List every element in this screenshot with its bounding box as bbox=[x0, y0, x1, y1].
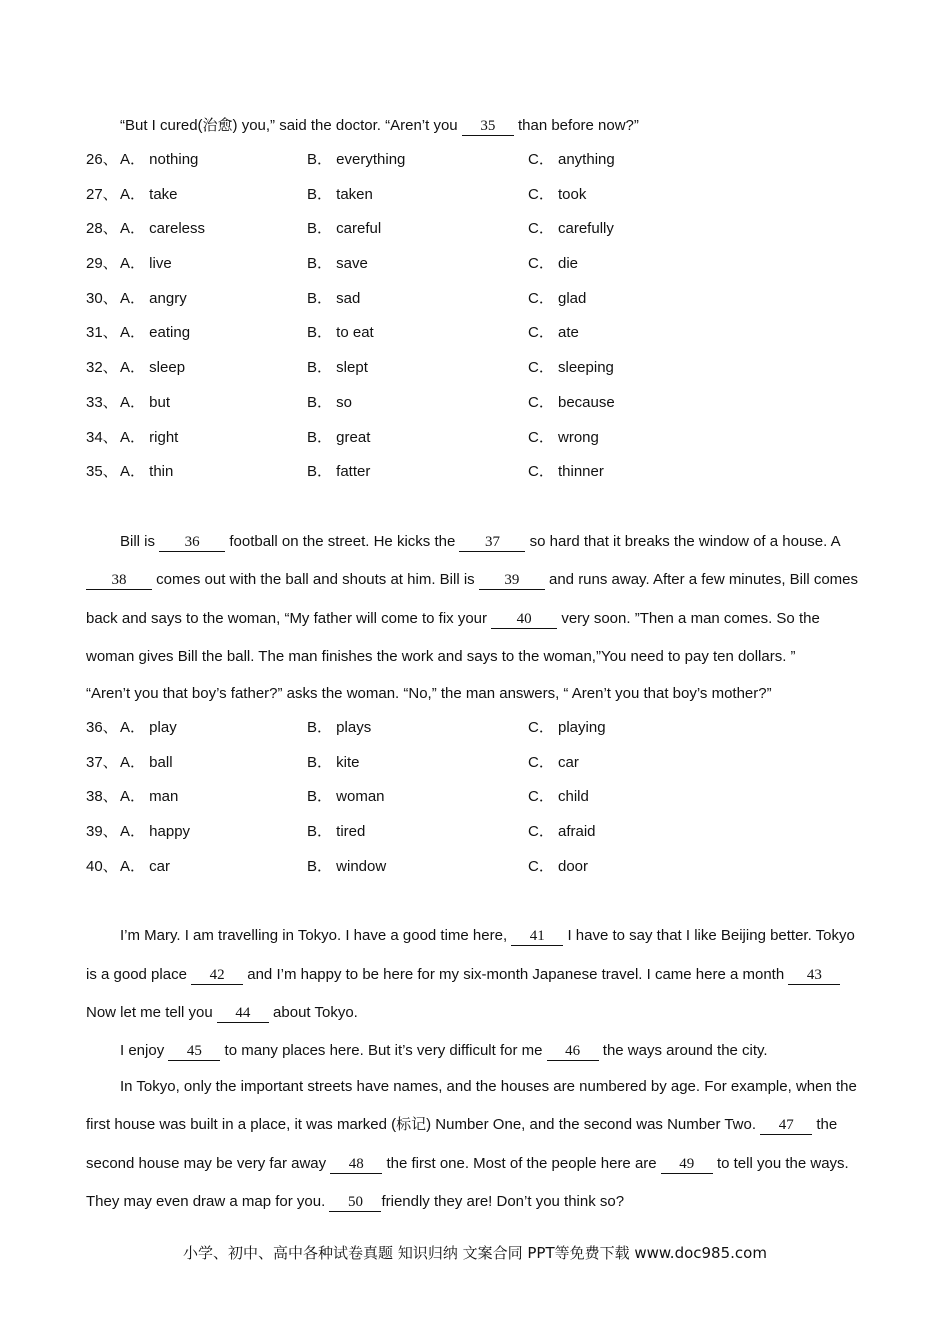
question-number: 38、 bbox=[86, 788, 118, 806]
option-b: B． everything bbox=[307, 151, 406, 168]
question-number: 26、 bbox=[86, 151, 118, 168]
option-c: C． because bbox=[528, 393, 615, 411]
option-b: B． woman bbox=[307, 788, 385, 806]
question-row bbox=[86, 178, 866, 213]
passage-text: “Aren’t you that boy’s father?” asks the woman. “No,” the man answers, “ Aren’t you that boy’s mother?” bbox=[86, 684, 772, 702]
option-c: C． thinner bbox=[528, 463, 604, 481]
passage-tokyo-p3 bbox=[86, 1068, 866, 1222]
passage-text: about Tokyo. bbox=[268, 1004, 358, 1022]
option-a: A． live bbox=[120, 255, 172, 273]
question-number: 29、 bbox=[86, 255, 118, 273]
blank-44: 44 bbox=[217, 1004, 269, 1023]
option-c: C． sleeping bbox=[528, 359, 614, 377]
question-row bbox=[86, 421, 866, 456]
option-c: C． anything bbox=[528, 151, 615, 168]
blank-35: 35 bbox=[462, 117, 514, 136]
option-a: A． sleep bbox=[120, 359, 186, 377]
passage-text: so hard that it breaks the window of a house. A bbox=[525, 532, 840, 550]
blank-41: 41 bbox=[511, 927, 563, 946]
question-row bbox=[86, 282, 866, 317]
option-a: A． eating bbox=[120, 324, 191, 342]
option-b: B． window bbox=[307, 857, 387, 875]
blank-50: 50 bbox=[329, 1193, 381, 1212]
option-b: B． careful bbox=[307, 220, 382, 238]
intro-line bbox=[86, 112, 866, 140]
question-number: 31、 bbox=[86, 324, 118, 342]
page-footer: 小学、初中、高中各种试卷真题 知识归纳 文案合同 PPT等免费下载 www.doc985.com bbox=[183, 1244, 767, 1262]
blank-49: 49 bbox=[661, 1155, 713, 1174]
option-c: C． car bbox=[528, 753, 579, 771]
intro-text: “But I cured(治愈) you,” said the doctor. “Aren’t you bbox=[120, 117, 462, 134]
option-b: B． great bbox=[307, 428, 371, 446]
passage-bill bbox=[86, 523, 866, 677]
option-c: C． afraid bbox=[528, 822, 596, 840]
option-a: A． man bbox=[120, 788, 179, 806]
blank-39: 39 bbox=[479, 571, 545, 590]
blank-37: 37 bbox=[459, 533, 525, 552]
blank-46: 46 bbox=[547, 1042, 599, 1061]
option-b: B． to eat bbox=[307, 324, 374, 342]
blank-40: 40 bbox=[491, 610, 557, 629]
question-number: 35、 bbox=[86, 463, 118, 481]
option-a: A． happy bbox=[120, 822, 191, 840]
option-c: C． wrong bbox=[528, 428, 599, 446]
option-a: A． but bbox=[120, 393, 171, 411]
option-b: B． taken bbox=[307, 185, 373, 203]
question-number: 34、 bbox=[86, 428, 118, 446]
question-number: 28、 bbox=[86, 220, 118, 238]
question-number: 39、 bbox=[86, 822, 118, 840]
question-number: 37、 bbox=[86, 753, 118, 771]
option-a: A． right bbox=[120, 428, 179, 446]
option-b: B． sad bbox=[307, 289, 361, 307]
passage-text: the first one. Most of the people here are bbox=[382, 1154, 661, 1172]
question-row bbox=[86, 247, 866, 282]
blank-42: 42 bbox=[191, 966, 243, 985]
question-row bbox=[86, 143, 866, 178]
passage-text: to many places here. But it’s very difficult for me bbox=[220, 1041, 547, 1059]
blank-36: 36 bbox=[159, 533, 225, 552]
question-row bbox=[86, 780, 866, 815]
passage-text: Now let me tell you bbox=[86, 1004, 217, 1022]
question-number: 40、 bbox=[86, 857, 118, 875]
option-b: B． kite bbox=[307, 753, 360, 771]
question-row bbox=[86, 815, 866, 850]
passage-text: friendly they are! Don’t you think so? bbox=[381, 1193, 625, 1211]
option-c: C． carefully bbox=[528, 220, 614, 238]
passage-text: the second house may be very far away bbox=[86, 1116, 838, 1172]
passage-text: comes out with the ball and shouts at him. Bill is bbox=[152, 571, 479, 589]
passage-text: I’m Mary. I am travelling in Tokyo. I have a good time here, bbox=[120, 927, 512, 945]
passage-text: I enjoy bbox=[120, 1041, 169, 1059]
option-b: B． so bbox=[307, 393, 353, 411]
question-row bbox=[86, 212, 866, 247]
option-c: C． took bbox=[528, 185, 587, 203]
document-page bbox=[86, 112, 866, 1222]
option-b: B． plays bbox=[307, 718, 372, 736]
option-a: A． take bbox=[120, 185, 178, 203]
option-list-36-40 bbox=[86, 711, 866, 884]
question-row bbox=[86, 850, 866, 885]
option-b: B． fatter bbox=[307, 463, 371, 481]
intro-text-end: than before now?” bbox=[513, 117, 639, 134]
option-b: B． tired bbox=[307, 822, 366, 840]
passage-bill-dialogue bbox=[86, 677, 866, 711]
passage-text: I have to say that I like Beijing better. Tokyo is a good place bbox=[86, 927, 855, 983]
question-row bbox=[86, 711, 866, 746]
passage-tokyo-p2 bbox=[86, 1033, 866, 1068]
question-row bbox=[86, 316, 866, 351]
blank-47: 47 bbox=[760, 1116, 812, 1135]
passage-text: Bill is bbox=[120, 532, 160, 550]
passage-text: and runs away. After a few minutes, Bill comes back and says to the woman, “My father will come to fix your bbox=[86, 571, 859, 627]
blank-43: 43 bbox=[788, 966, 840, 985]
passage-text: football on the street. He kicks the bbox=[225, 532, 460, 550]
option-a: A． angry bbox=[120, 289, 187, 307]
option-a: A． thin bbox=[120, 463, 174, 481]
passage-text: and I’m happy to be here for my six-month Japanese travel. I came here a month bbox=[243, 965, 789, 983]
blank-48: 48 bbox=[330, 1155, 382, 1174]
passage-text: the ways around the city. bbox=[598, 1041, 768, 1059]
option-c: C． ate bbox=[528, 324, 579, 342]
option-b: B． slept bbox=[307, 359, 368, 377]
option-c: C． child bbox=[528, 788, 589, 806]
question-row bbox=[86, 386, 866, 421]
option-a: A． nothing bbox=[120, 151, 199, 168]
option-c: C． playing bbox=[528, 718, 606, 736]
option-b: B． save bbox=[307, 255, 368, 273]
option-c: C． die bbox=[528, 255, 579, 273]
question-number: 33、 bbox=[86, 393, 118, 411]
option-a: A． ball bbox=[120, 753, 173, 771]
passage-text: to tell you the ways. They may even draw a map for you. bbox=[86, 1154, 849, 1211]
question-number: 36、 bbox=[86, 718, 118, 736]
passage-text: In Tokyo, only the important streets have names, and the houses are numbered by age. For example, when the first house was built in a place, it was marked (标记) Number One, and the second was Number Two. bbox=[86, 1077, 857, 1134]
question-number: 32、 bbox=[86, 359, 118, 377]
passage-text: very soon. ”Then a man comes. So the woman gives Bill the ball. The man finishes the work and says to the woman,”You need to pay ten dollars. ” bbox=[86, 609, 820, 666]
blank-38: 38 bbox=[86, 571, 152, 590]
blank-45: 45 bbox=[168, 1042, 220, 1061]
option-a: A． car bbox=[120, 857, 171, 875]
passage-tokyo-p1 bbox=[86, 917, 866, 1033]
question-number: 27、 bbox=[86, 185, 118, 203]
option-a: A． play bbox=[120, 718, 177, 736]
question-row bbox=[86, 455, 866, 490]
question-row bbox=[86, 746, 866, 781]
option-list-26-35 bbox=[86, 143, 866, 490]
option-a: A． careless bbox=[120, 220, 206, 238]
question-row bbox=[86, 351, 866, 386]
option-c: C． door bbox=[528, 857, 589, 875]
option-c: C． glad bbox=[528, 289, 587, 307]
question-number: 30、 bbox=[86, 289, 118, 307]
